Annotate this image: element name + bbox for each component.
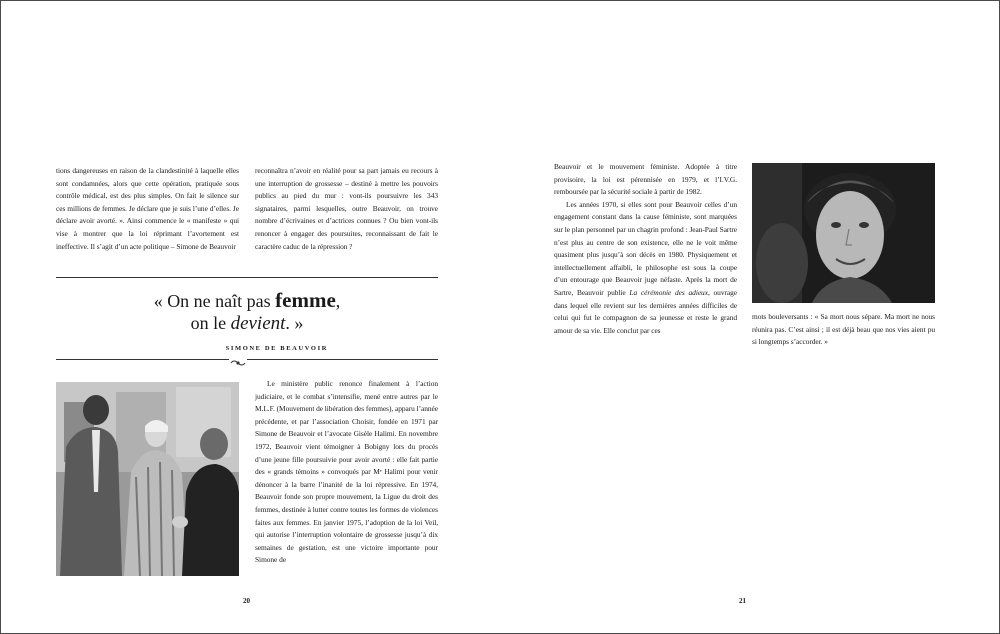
right-column-1: [554, 161, 737, 337]
right-column-1-para-2: [554, 199, 737, 338]
left-column-2: [255, 165, 438, 253]
photo-beauvoir-portrait: [752, 163, 935, 303]
quote-line-2-start: on le: [190, 313, 227, 333]
left-column-1-text: tions dangereuses en raison de la clandestinité à laquelle elles sont condamnées, alors que cette opération, pratiquée sous contrôle médical, est des plus simples. On fait le silence sur ces millions de femmes. Je déclare que je suis l’une d’elles. Je déclare avoir avorté. ». Ainsi commence le « manifeste » qui vise à montrer que la loi réprimant l’avortement est ineffective. Il s’agit d’un acte politique – Simone de Beauvoir: [56, 166, 239, 251]
left-body-column: [255, 378, 438, 567]
quote-emphasis-devient: devient: [230, 313, 286, 334]
quote-author: SIMONE DE BEAUVOIR: [225, 345, 328, 352]
quote-bottom-rule: [56, 359, 438, 360]
quote-emphasis-femme: femme: [275, 288, 336, 312]
right-column-2: [752, 311, 935, 349]
quote-line-1-start: « On ne naît pas: [153, 291, 271, 311]
quote-line-1: [56, 289, 438, 312]
book-title-italic: La cérémonie des adieux: [629, 287, 708, 297]
page-number-left: 20: [243, 597, 250, 605]
quote-line-2-end: . »: [285, 313, 304, 333]
left-column-2-text: reconnaîtra n’avoir en réalité pour sa part jamais eu recours à une interruption de grossesse – destiné à mettre les pouvoirs publics au pied du mur : vont-ils poursuivre les 343 signataires, parmi lesquelles, outre Beauvoir, on trouve nombre d’écrivaines et d’actrices connues ? Ou bien vont-ils renoncer à engager des poursuites, reconnaissant de fait le caractère caduc de la répression ?: [255, 166, 438, 251]
page-number-right: 21: [739, 597, 746, 605]
quote-top-rule: [56, 277, 438, 278]
right-column-2-text: mots bouleversants : « Sa mort nous sépare. Ma mort ne nous réunira pas. C’est ainsi ; il est déjà beau que nos vies aient pu si longtemps s’accorder. »: [752, 312, 935, 347]
fleuron-ornament-icon: [229, 355, 247, 365]
left-column-1: [56, 165, 239, 253]
right-para-2-start: Les années 1970, si elles sont pour Beauvoir celles d’un engagement constant dans la cause féministe, sont marquées sur le plan personnel par un chagrin profond : Jean-Paul Sartre n’est plus au centre de son existence, elle ne le voit même quasiment plus jusqu’à son décès en 1980. Physiquement et intellectuellement affaibli, le philosophe est sous la coupe d’un entourage que Beauvoir juge néfaste. Après la mort de Sartre, Beauvoir publie: [554, 199, 737, 297]
photo-beauvoir-halimi-group: [56, 382, 239, 576]
quote-line-1-end: ,: [335, 291, 341, 311]
pull-quote: [56, 289, 438, 352]
right-para-2-end: , ouvrage dans lequel elle revient sur les dernières années difficiles de celui qui fut le compagnon de sa jeunesse et reste le grand amour de sa vie. Elle conclut par ces: [554, 287, 737, 335]
left-body-text: Le ministère public renonce finalement à l’action judiciaire, et le combat s’intensifie, mené entre autres par le M.L.F. (Mouvement de libération des femmes), apparu l’année précédente, et par l’association Choisir, fondée en 1971 par Simone de Beauvoir et l’avocate Gisèle Halimi. En novembre 1972, Beauvoir vient témoigner à Bobigny lors du procès d’une jeune fille poursuivie pour avoir avorté : elle fait partie des « grands témoins » convoqués par Mᵉ Halimi pour venir dénoncer à la barre l’inanité de la loi répressive. En 1974, Beauvoir fonde son propre mouvement, la Ligue du droit des femmes, destinée à lutter contre toutes les formes de violences faites aux femmes. En janvier 1975, l’adoption de la loi Veil, qui autorise l’interruption volontaire de grossesse jusqu’à dix semaines de gestation, est une victoire importante pour Simone de: [255, 379, 439, 565]
quote-line-2: [56, 312, 438, 335]
right-column-1-para-1: Beauvoir et le mouvement féministe. Adoptée à titre provisoire, la loi est pérennisée en 1979, et l’I.V.G. remboursée par la sécurité sociale à partir de 1982.: [554, 162, 737, 197]
